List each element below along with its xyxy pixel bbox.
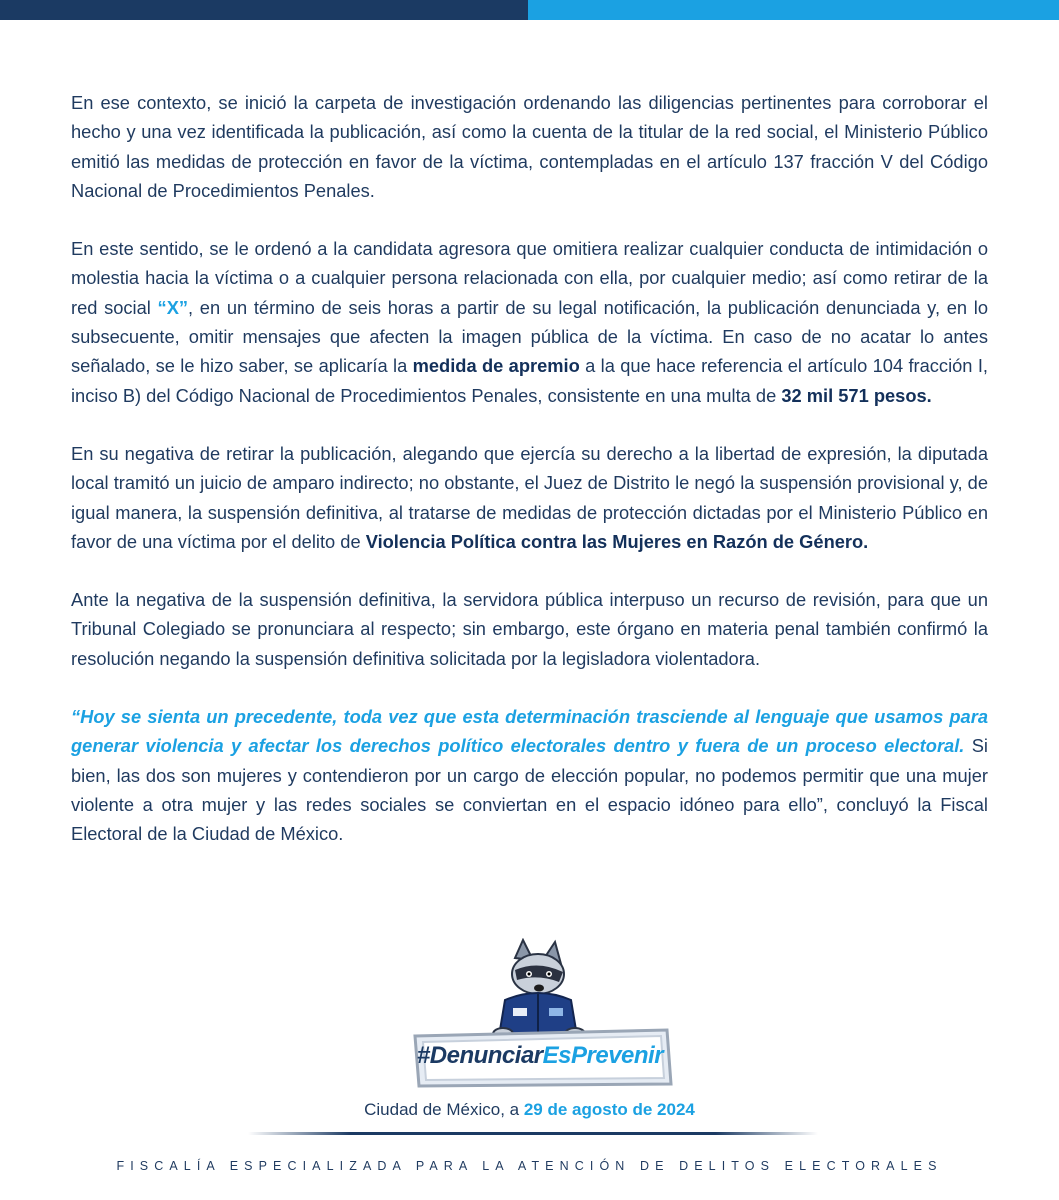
paragraph-5-quote: “Hoy se sienta un precedente, toda vez que esta determinación trasciende al lenguaje que usamos para generar violencia y afectar los derechos político electorales dentro y fuera de un proceso electoral. Si bien, las dos son mujeres y contendieron por un cargo de elección popular, no podemos permitir que una mujer violente a otra mujer y las redes sociales se conviertan en el espacio idóneo para ello”, concluyó la Fiscal Electoral de la Ciudad de México. [71,706,988,845]
fine-amount: 32 mil 571 pesos. [781,384,932,406]
paragraph-1: En ese contexto, se inició la carpeta de investigación ordenando las diligencias pertinentes para corroborar el hecho y una vez identificada la publicación, así como la cuenta de la titular de la red social, el Ministerio Público emitió las medidas de protección en favor de la víctima, contempladas en el artículo 137 fracción V del Código Nacional de Procedimientos Penales. [71,92,988,201]
top-bar-navy-segment [0,0,528,20]
raccoon-mascot-sign [405,938,675,1088]
quote-highlight-1: “Hoy se sienta un precedente [71,706,333,728]
top-color-bar [0,0,1059,20]
hashtag-esprevenir: EsPrevenir [542,1042,664,1069]
hashtag-denunciar: #Denunciar [416,1042,543,1069]
social-network-x: “X” [157,296,189,318]
date-line: Ciudad de México, a 29 de agosto de 2024 [364,1100,695,1119]
hashtag-sign [405,1042,675,1070]
medida-de-apremio: medida de apremio [412,355,580,377]
paragraph-2: En este sentido, se le ordenó a la candidata agresora que omitiera realizar cualquier conducta de intimidación o molestia hacia la víctima o a cualquier persona relacionada con ella, por cualquier medio; así como retirar de la red social “X”, en un término de seis horas a partir de su legal notificación, la publicación denunciada y, en lo subsecuente, omitir mensajes que afecten la imagen pública de la víctima. En caso de no acatar lo antes señalado, se le hizo saber, se aplicaría la medida de apremio a la que hace referencia el artículo 104 fracción I, inciso B) del Código Nacional de Procedimientos Penales, consistente en una multa de 32 mil 571 pesos. [71,238,988,406]
paragraph-3: En su negativa de retirar la publicación, alegando que ejercía su derecho a la libertad de expresión, la diputada local tramitó un juicio de amparo indirecto; no obstante, el Juez de Distrito le negó la suspensión provisional y, de igual manera, la suspensión definitiva, al tratarse de medidas de protección dictadas por el Ministerio Público en favor de una víctima por el delito de Violencia Política contra las Mujeres en Razón de Género. [71,442,988,552]
paragraph-4: Ante la negativa de la suspensión definitiva, la servidora pública interpuso un recurso de revisión, para que un Tribunal Colegiado se pronunciara al respecto; sin embargo, este órgano en materia penal también confirmó la resolución negando la suspensión definitiva solicitada por la legisladora violentadora. [71,589,988,669]
press-release-body [71,88,988,878]
date-value: 29 de agosto de 2024 [523,1100,695,1119]
crime-name: Violencia Política contra las Mujeres en Razón de Género. [365,530,869,552]
footer-divider [248,1132,818,1135]
top-bar-blue-segment [528,0,1059,20]
footer-institution: FISCALÍA ESPECIALIZADA PARA LA ATENCIÓN DE DELITOS ELECTORALES [116,1159,943,1173]
quote-highlight-2: , toda vez que esta determinación trasciende al lenguaje que usamos para generar violencia y afectar los derechos político electorales dentro y fuera de un proceso electoral. [71,706,988,757]
